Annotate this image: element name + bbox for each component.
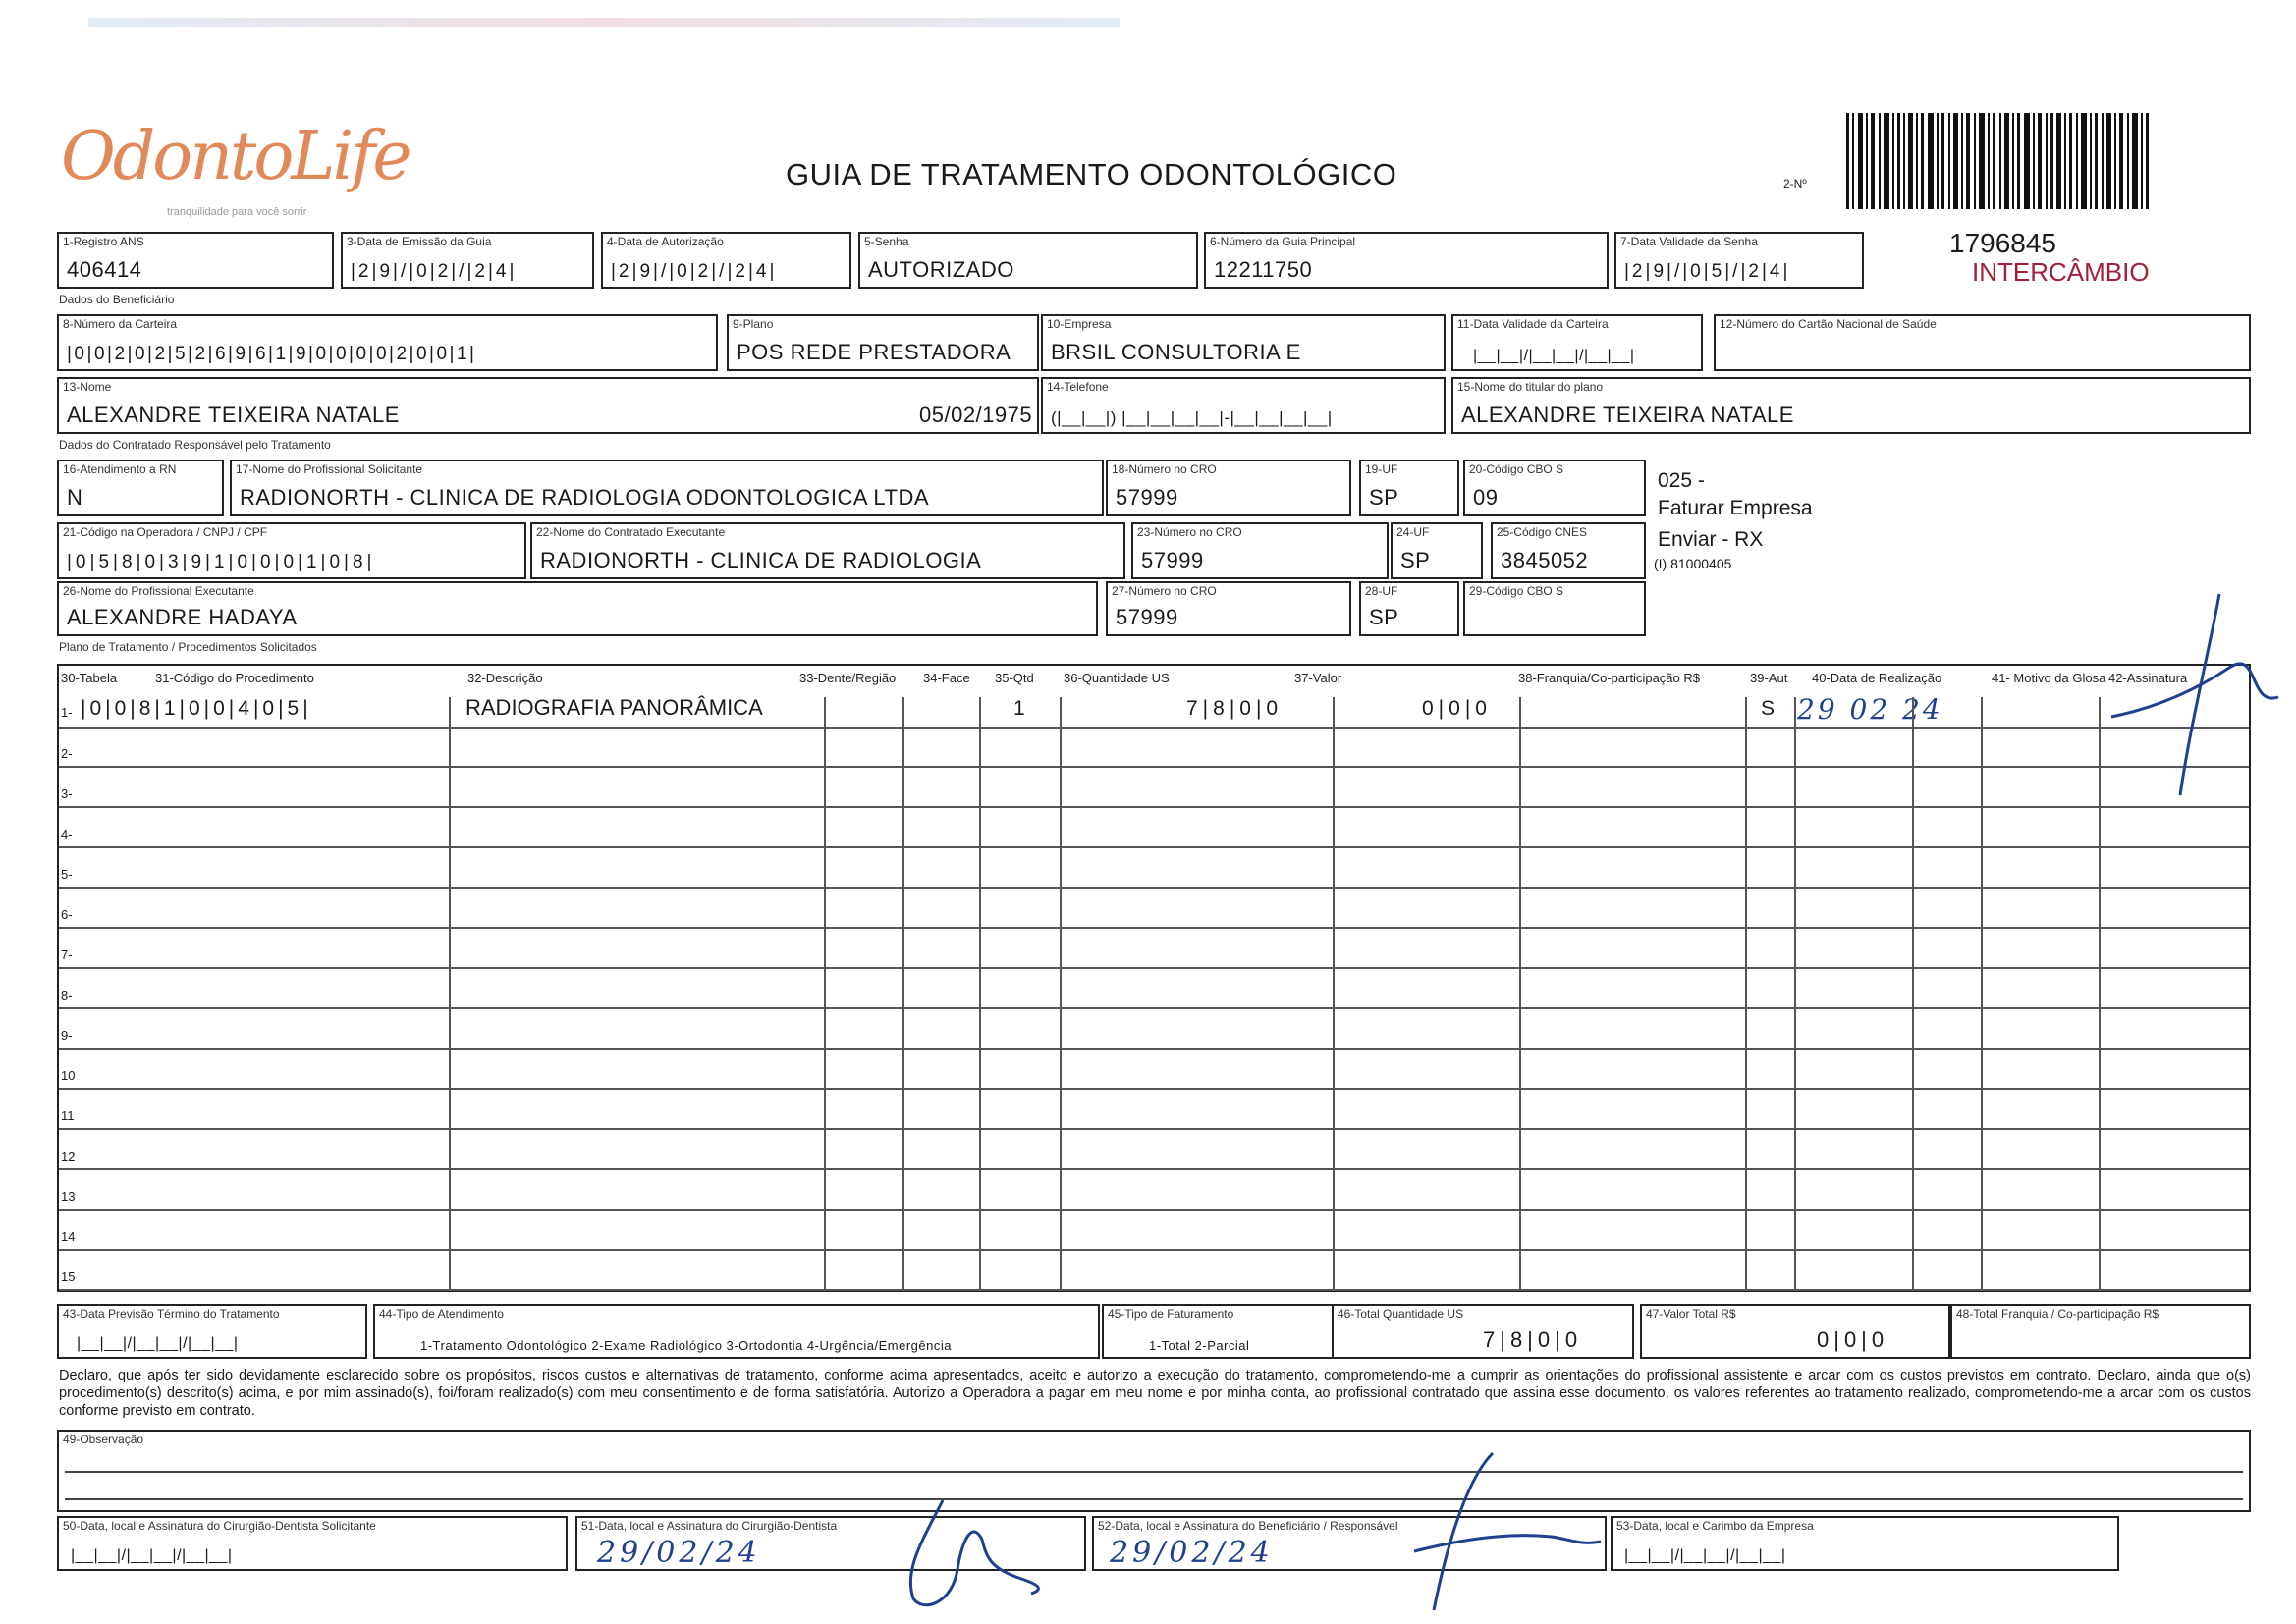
field-valor-total: 47-Valor Total R$ 0|0|0 [1640,1304,1950,1359]
field-previsao-termino: 43-Data Previsão Término do Tratamento |__|__|/|__|__|/|__|__| [57,1304,367,1359]
field-uf-profissional: 28-UF SP [1359,581,1459,636]
field-empresa: 10-Empresa BRSIL CONSULTORIA E [1041,314,1446,371]
page-title: GUIA DE TRATAMENTO ODONTOLÓGICO [786,157,1397,191]
field-total-us: 46-Total Quantidade US 7|8|0|0 [1332,1304,1634,1359]
col-aut: 39-Aut [1750,671,1788,685]
field-atendimento-rn: 16-Atendimento a RN N [57,460,224,516]
field-guia-principal: 6-Número da Guia Principal 12211750 [1204,232,1609,289]
field-codigo-cnes: 25-Código CNES 3845052 [1491,522,1646,579]
col-face: 34-Face [923,671,970,685]
intercambio-stamp: INTERCÂMBIO [1972,257,2150,287]
field-titular-plano: 15-Nome do titular do plano ALEXANDRE TEIXEIRA NATALE [1451,377,2251,434]
procedure-grid-ticks [57,687,2251,1290]
col-qtd: 35-Qtd [995,671,1034,685]
proc-date-handwritten[interactable]: 29 02 24 [1797,693,1943,726]
col-valor: 37-Valor [1294,671,1342,685]
tipo-atendimento-value[interactable]: 1-Tratamento Odontológico 2-Exame Radiológico 3-Ortodontia 4-Urgência/Emergência [420,1338,952,1353]
profissional-executante-value[interactable]: ALEXANDRE HADAYA [67,605,298,629]
proc-row-8[interactable]: 8- [59,976,2249,1009]
codigo-cnes-value[interactable]: 3845052 [1501,548,1589,572]
field-cbo-profissional: 29-Código CBO S [1463,581,1646,636]
procedure-signature-scribble [2102,589,2296,805]
field-cro-solicitante: 18-Número no CRO 57999 [1106,460,1351,516]
proc-row-6[interactable]: 6- [59,895,2249,929]
field-profissional-executante: 26-Nome do Profissional Executante ALEXANDRE HADAYA [57,581,1098,636]
col-tabela: 30-Tabela [61,671,118,685]
proc-valor[interactable]: 0|0|0 [1422,697,1492,720]
field-tipo-faturamento: 45-Tipo de Faturamento 1-Total 2-Parcial [1102,1304,1334,1359]
logo-text: OdontoLife [61,118,410,195]
field-cro-executante: 23-Número no CRO 57999 [1131,522,1389,579]
col-descricao: 32-Descrição [467,671,543,685]
data-autorizacao-value[interactable]: |2|9|/|0|2|/|2|4| [611,261,778,282]
field-codigo-operadora: 21-Código na Operadora / CNPJ / CPF |0|5|8|0|3|9|1|0|0|0|1|0|8| [57,522,526,579]
guide-no-label: 2-Nº [1783,177,1807,190]
note-enviar-rx: Enviar - RX [1658,528,1764,551]
cro-profissional-value[interactable]: 57999 [1116,605,1178,629]
field-contratado-executante: 22-Nome do Contratado Executante RADIONORTH - CLINICA DE RADIOLOGIA [530,522,1125,579]
proc-row-13[interactable]: 13 [59,1177,2249,1211]
field-uf-solicitante: 19-UF SP [1359,460,1459,516]
proc-row-11[interactable]: 11 [59,1097,2249,1130]
field-nome: 13-Nome ALEXANDRE TEIXEIRA NATALE 05/02/1975 [57,377,1039,434]
contratado-executante-value[interactable]: RADIONORTH - CLINICA DE RADIOLOGIA [540,548,982,572]
note-025: 025 - [1658,469,1705,492]
validade-carteira-value[interactable]: |__|__|/|__|__|/|__|__| [1473,348,1635,364]
cbo-solicitante-value[interactable]: 09 [1473,485,1499,510]
cro-executante-value[interactable]: 57999 [1141,548,1204,572]
carimbo-empresa-date[interactable]: |__|__|/|__|__|/|__|__| [1624,1547,1786,1564]
nome-value[interactable]: ALEXANDRE TEIXEIRA NATALE [67,403,400,427]
field-telefone: 14-Telefone (|__|__|) |__|__|__|__|-|__|__|__|__| [1041,377,1446,434]
data-nascimento-value[interactable]: 05/02/1975 [919,403,1033,427]
col-assinatura: 42-Assinatura [2108,671,2188,685]
guide-number: 1796845 [1949,228,2057,258]
field-cro-profissional: 27-Número no CRO 57999 [1106,581,1351,636]
data-emissao-value[interactable]: |2|9|/|0|2|/|2|4| [351,261,518,282]
field-cbo-solicitante: 20-Código CBO S 09 [1463,460,1646,516]
total-us-value[interactable]: 7|8|0|0 [1483,1327,1583,1352]
declaration-text: Declaro, que após ter sido devidamente esclarecido sobre os propósitos, riscos custos e alternativas de tratamento, conforme acima apresentados, aceito e autorizo a execução do tratamento, comprometendo-me a cumprir as orientações do profissional assistente e arcar com os custos previstos em contrato. Declaro, ainda que o(s) procedimento(s) descrito(s) acima, e por mim assinado(s), foi/foram realizado(s) com meu consentimento e de forma satisfatória. Autorizo a Operadora a pagar em meu nome e por minha conta, ao profissional contratado que assina esse documento, os valores referentes ao tratamento realizado, comprometendo-me a arcar com os custos conforme previsto em contrato. [59,1368,2251,1419]
barcode [1846,113,2151,209]
uf-profissional-value[interactable]: SP [1369,605,1399,629]
field-total-franquia: 48-Total Franquia / Co-participação R$ [1950,1304,2251,1359]
validade-senha-value[interactable]: |2|9|/|0|5|/|2|4| [1624,261,1791,282]
atendimento-rn-value[interactable]: N [67,485,83,510]
previsao-termino-value[interactable]: |__|__|/|__|__|/|__|__| [77,1335,239,1352]
observacao-line-1 [65,1471,2243,1473]
field-plano: 9-Plano POS REDE PRESTADORA [727,314,1039,371]
field-profissional-solicitante: 17-Nome do Profissional Solicitante RADIONORTH - CLINICA DE RADIOLOGIA ODONTOLOGICA LTDA [230,460,1104,516]
proc-aut[interactable]: S [1761,697,1776,720]
field-validade-senha: 7-Data Validade da Senha |2|9|/|0|5|/|2|4| [1614,232,1864,289]
proc-row-2[interactable]: 2- [59,734,2249,768]
proc-row-15[interactable]: 15 [59,1258,2249,1291]
field-cartao-nacional-saude: 12-Número do Cartão Nacional de Saúde [1714,314,2251,371]
col-motivo-glosa: 41- Motivo da Glosa [1992,671,2106,685]
cro-solicitante-value[interactable]: 57999 [1116,485,1178,510]
proc-code[interactable]: |0|0|8|1|0|0|4|0|5| [81,697,312,720]
note-faturar-empresa: Faturar Empresa [1658,497,1813,519]
field-observacao[interactable]: 49-Observação [57,1430,2251,1512]
profissional-solicitante-value[interactable]: RADIONORTH - CLINICA DE RADIOLOGIA ODONTOLOGICA LTDA [240,485,930,510]
col-codigo: 31-Código do Procedimento [155,671,314,685]
tipo-faturamento-value[interactable]: 1-Total 2-Parcial [1149,1338,1250,1353]
proc-row-10[interactable]: 10 [59,1056,2249,1090]
field-assinatura-solicitante[interactable]: 50-Data, local e Assinatura do Cirurgião-Dentista Solicitante |__|__|/|__|__|/|__|__| [57,1516,568,1571]
field-assinatura-dentista[interactable]: 51-Data, local e Assinatura do Cirurgião-Dentista 29/02/24 [575,1516,1086,1571]
telefone-value[interactable]: (|__|__|) |__|__|__|__|-|__|__|__|__| [1051,408,1333,427]
assinatura-beneficiario-date[interactable]: 29/02/24 [1110,1536,1274,1570]
codigo-operadora-value[interactable]: |0|5|8|0|3|9|1|0|0|0|1|0|8| [67,552,376,572]
col-dente: 33-Dente/Região [799,671,897,685]
guia-principal-value[interactable]: 12211750 [1214,257,1313,282]
section-contratado: Dados do Contratado Responsável pelo Tratamento [59,438,331,452]
note-code: (I) 81000405 [1654,556,1732,571]
odontolife-logo [61,118,410,218]
col-data-realizacao: 40-Data de Realização [1812,671,1942,685]
senha-value[interactable]: AUTORIZADO [868,257,1014,282]
titular-plano-value[interactable]: ALEXANDRE TEIXEIRA NATALE [1461,403,1794,427]
scan-artifact-line [88,18,1120,27]
assinatura-dentista-date[interactable]: 29/02/24 [597,1536,761,1570]
assinatura-solicitante-date[interactable]: |__|__|/|__|__|/|__|__| [71,1547,233,1564]
field-senha: 5-Senha AUTORIZADO [858,232,1198,289]
proc-row-12[interactable]: 12 [59,1137,2249,1170]
uf-solicitante-value[interactable]: SP [1369,485,1399,510]
logo-tagline: tranquilidade para você sorrir [167,206,307,218]
section-plano-tratamento: Plano de Tratamento / Procedimentos Solicitados [59,640,317,654]
section-beneficiario: Dados do Beneficiário [59,293,175,306]
field-data-emissao: 3-Data de Emissão da Guia |2|9|/|0|2|/|2|4| [341,232,594,289]
registro-ans-value[interactable]: 406414 [67,257,142,282]
proc-row-3[interactable]: 3- [59,775,2249,808]
empresa-value[interactable]: BRSIL CONSULTORIA E [1051,340,1301,364]
proc-row-9[interactable]: 9- [59,1016,2249,1050]
proc-row-4[interactable]: 4- [59,815,2249,848]
proc-row-5[interactable]: 5- [59,855,2249,889]
proc-qtd[interactable]: 1 [1013,697,1025,720]
dentista-signature [864,1481,1061,1618]
proc-row-7[interactable]: 7- [59,936,2249,969]
observacao-line-2 [65,1498,2243,1500]
proc-description[interactable]: RADIOGRAFIA PANORÂMICA [465,695,763,720]
field-assinatura-beneficiario[interactable]: 52-Data, local e Assinatura do Beneficiário / Responsável 29/02/24 [1092,1516,1607,1571]
field-data-autorizacao: 4-Data de Autorização |2|9|/|0|2|/|2|4| [601,232,851,289]
field-validade-carteira: 11-Data Validade da Carteira |__|__|/|__|__|/|__|__| [1451,314,1703,371]
field-carimbo-empresa[interactable]: 53-Data, local e Carimbo da Empresa |__|__|/|__|__|/|__|__| [1611,1516,2119,1571]
proc-us[interactable]: 7|8|0|0 [1186,697,1284,720]
numero-carteira-value[interactable]: |0|0|2|0|2|5|2|6|9|6|1|9|0|0|0|0|2|0|0|1| [67,344,477,364]
valor-total-value[interactable]: 0|0|0 [1817,1327,1889,1352]
field-registro-ans: 1-Registro ANS 406414 [57,232,334,289]
field-numero-carteira: 8-Número da Carteira |0|0|2|0|2|5|2|6|9|6|1|9|0|0|0|0|2|0|0|1| [57,314,718,371]
field-uf-executante: 24-UF SP [1391,522,1483,579]
col-quantidade-us: 36-Quantidade US [1064,671,1170,685]
beneficiario-signature [1375,1443,1611,1620]
proc-row-num: 1- [61,705,73,720]
proc-row-14[interactable]: 14 [59,1218,2249,1251]
uf-executante-value[interactable]: SP [1400,548,1431,572]
plano-value[interactable]: POS REDE PRESTADORA [737,340,1011,364]
col-franquia: 38-Franquia/Co-participação R$ [1518,671,1700,685]
field-tipo-atendimento: 44-Tipo de Atendimento 1-Tratamento Odontológico 2-Exame Radiológico 3-Ortodontia 4-Urgência/Emergência [373,1304,1100,1359]
